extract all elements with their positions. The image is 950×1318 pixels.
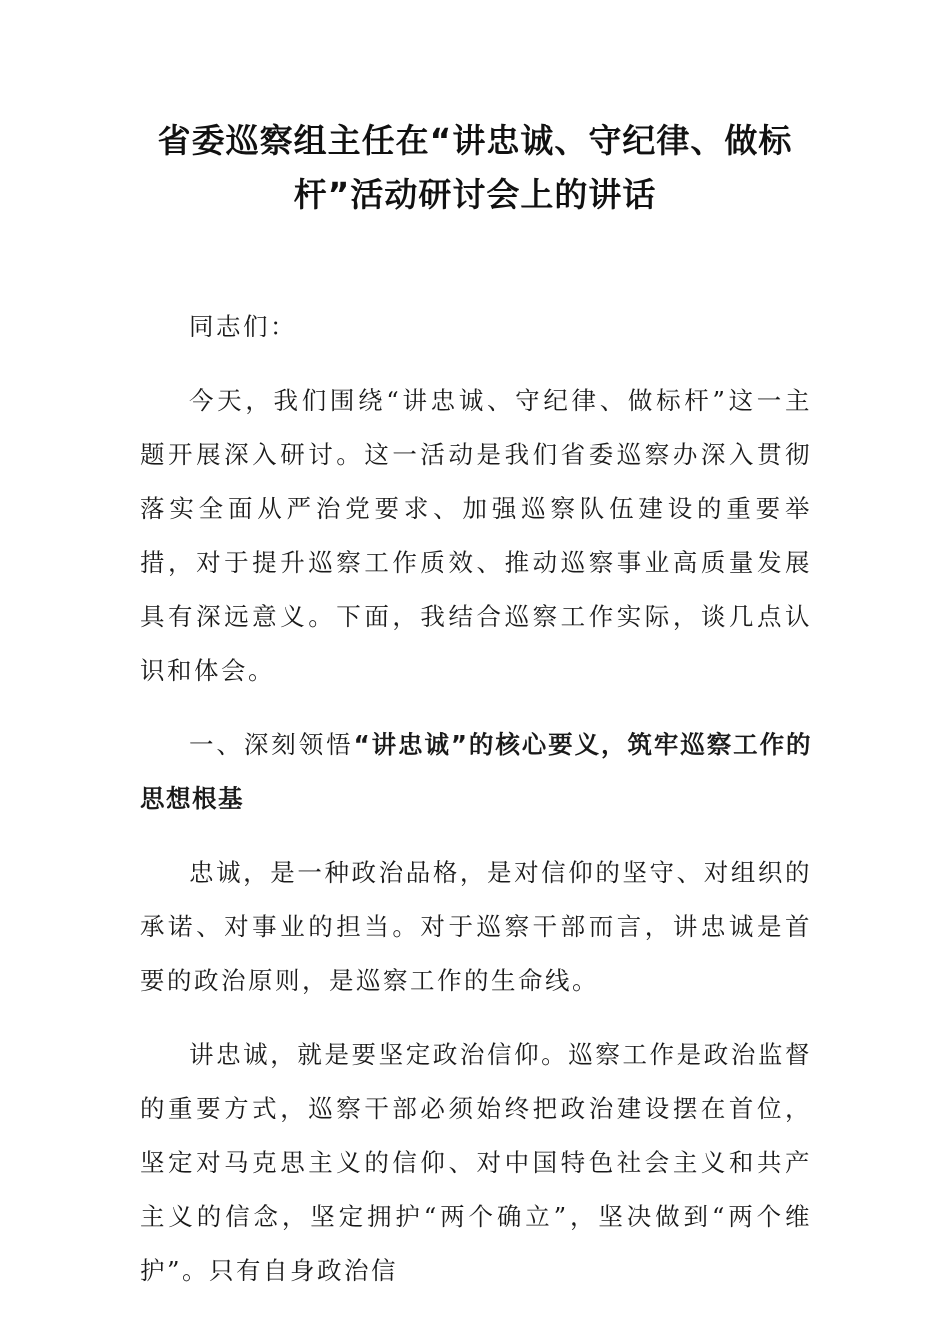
document-body — [140, 300, 812, 1318]
document-title: 省委巡察组主任在“讲忠诚、守纪律、做标杆”活动研讨会上的讲话 — [157, 121, 793, 214]
section-heading-1-text: “讲忠诚”的核心要义，筑牢巡察工作的思想根基 — [140, 730, 813, 813]
paragraph-political-belief: 讲忠诚，就是要坚定政治信仰。巡察工作是政治监督的重要方式，巡察干部必须始终把政治建设摆在首位，坚定对马克思主义的信仰、对中国特色社会主义和共产主义的信念，坚定拥护“两个确立”，坚决做到“两个维护”。只有自身政治信 — [140, 1040, 812, 1285]
intro-paragraph: 今天，我们围绕“讲忠诚、守纪律、做标杆”这一主题开展深入研讨。这一活动是我们省委巡察办深入贯彻落实全面从严治党要求、加强巡察队伍建设的重要举措，对于提升巡察工作质效、推动巡察事业高质量发展具有深远意义。下面，我结合巡察工作实际，谈几点认识和体会。 — [140, 386, 812, 685]
section-heading-1-number: 一、深刻领悟 — [189, 730, 354, 759]
section-heading-1 — [140, 718, 812, 826]
salutation: 同志们： — [189, 312, 297, 341]
paragraph-loyalty-definition: 忠诚，是一种政治品格，是对信仰的坚守、对组织的承诺、对事业的担当。对于巡察干部而言，讲忠诚是首要的政治原则，是巡察工作的生命线。 — [140, 858, 812, 995]
